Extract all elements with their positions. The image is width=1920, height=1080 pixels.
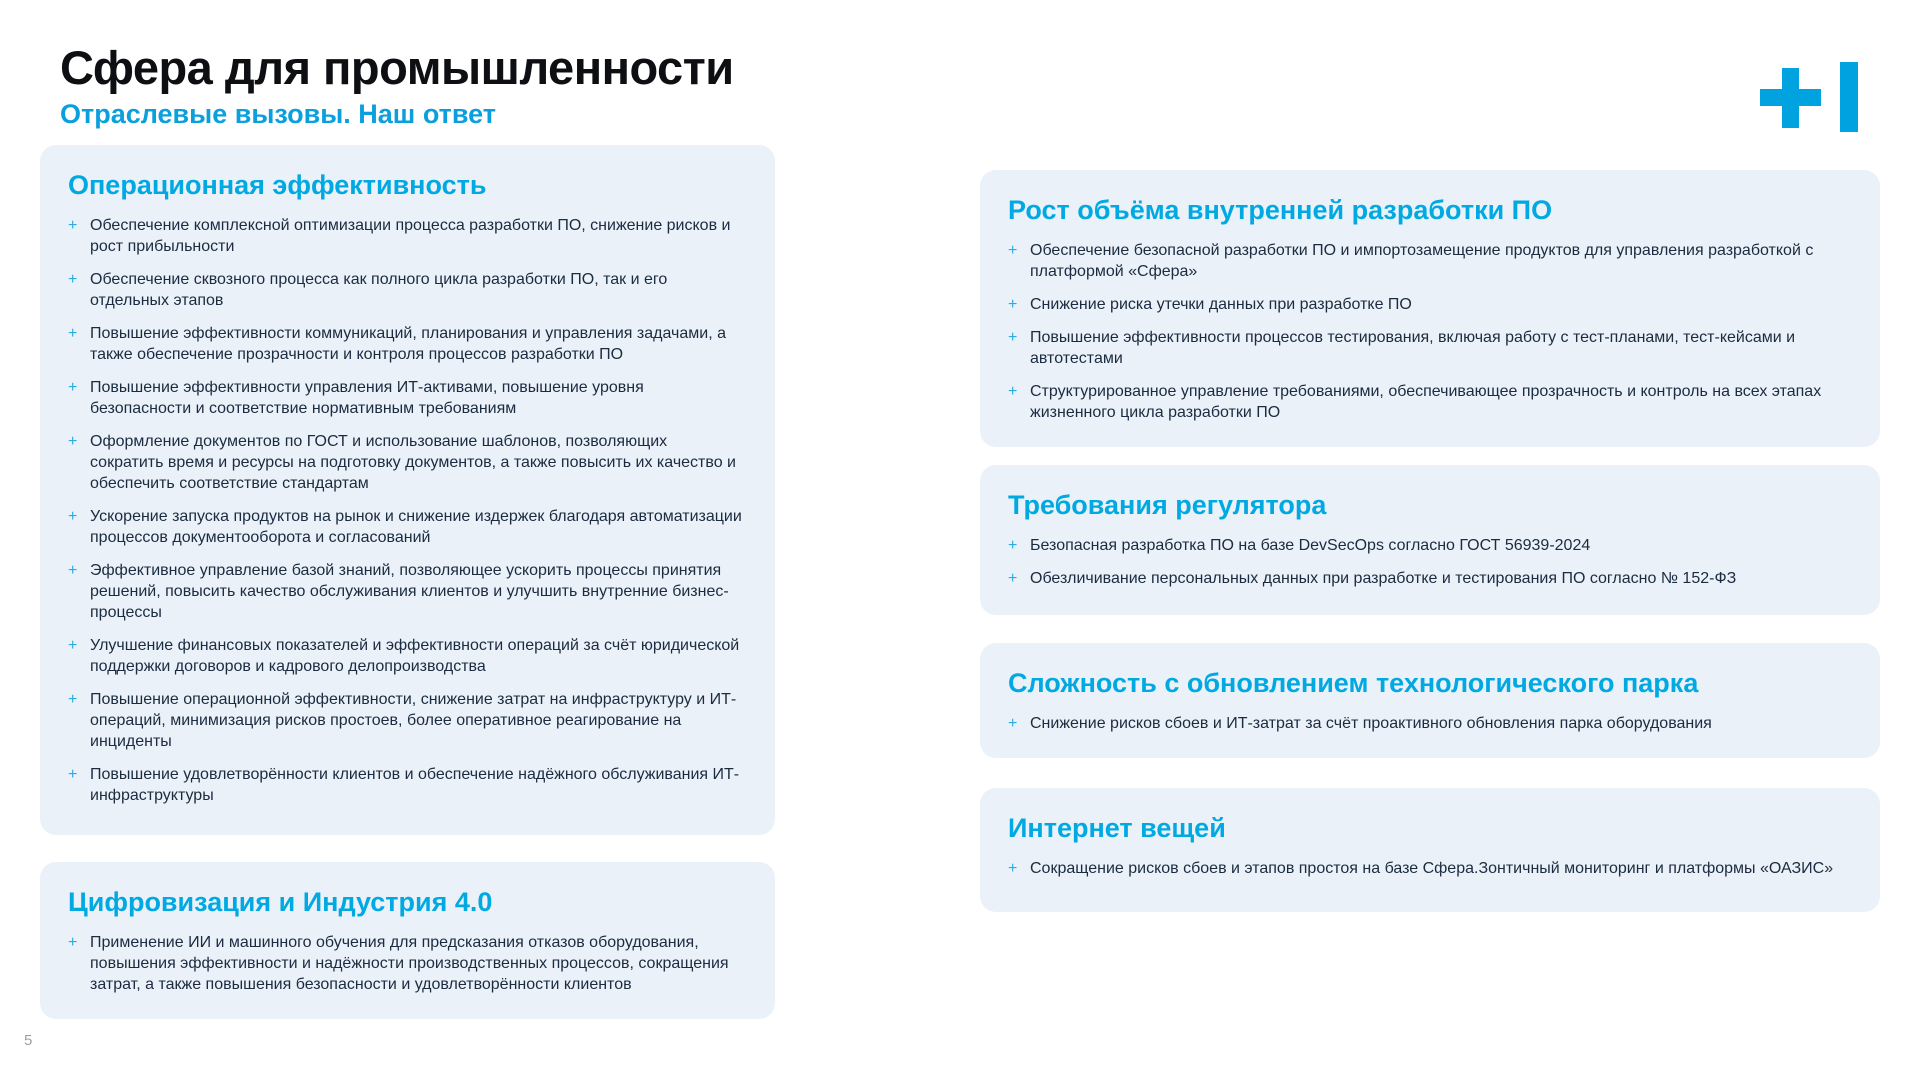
plus-bullet-icon: + xyxy=(1008,570,1018,587)
card-operational-efficiency xyxy=(40,145,775,835)
plus-bullet-icon: + xyxy=(68,691,78,708)
list-item xyxy=(68,689,745,752)
card-heading: Рост объёма внутренней разработки ПО xyxy=(1008,195,1553,225)
card-heading: Требования регулятора xyxy=(1008,490,1327,520)
list-item xyxy=(68,932,745,995)
list-item xyxy=(1008,535,1850,556)
card-heading: Операционная эффективность xyxy=(68,170,487,200)
plus-bullet-icon: + xyxy=(1008,329,1018,346)
page-number: 5 xyxy=(24,1032,33,1049)
plus-bullet-icon: + xyxy=(68,637,78,654)
bullet-text: Сокращение рисков сбоев и этапов простоя на базе Сфера.Зонтичный мониторинг и платформы «ОАЗИС» xyxy=(1030,860,1834,877)
bullet-text: Повышение операционной эффективности, снижение затрат на инфраструктуру и ИТ-операций, минимизация рисков простоев, более оперативное реагирование на инциденты xyxy=(90,691,737,750)
list-item xyxy=(1008,713,1850,734)
card-tech-park-update-complexity xyxy=(980,643,1880,758)
bullet-list xyxy=(68,932,745,995)
list-item xyxy=(68,635,745,677)
bullet-text: Повышение удовлетворённости клиентов и обеспечение надёжного обслуживания ИТ-инфраструктуры xyxy=(90,766,740,804)
plus-bullet-icon: + xyxy=(1008,242,1018,259)
bullet-list xyxy=(1008,858,1850,879)
card-heading: Цифровизация и Индустрия 4.0 xyxy=(68,887,493,917)
plus-bullet-icon: + xyxy=(1008,715,1018,732)
bullet-text: Ускорение запуска продуктов на рынок и снижение издержек благодаря автоматизации процессов документооборота и согласований xyxy=(90,508,742,546)
bullet-list xyxy=(1008,240,1850,423)
card-regulator-requirements xyxy=(980,465,1880,615)
list-item xyxy=(1008,568,1850,589)
plus-bullet-icon: + xyxy=(1008,860,1018,877)
plus-bullet-icon: + xyxy=(1008,383,1018,400)
plus-bullet-icon: + xyxy=(68,433,78,450)
list-item xyxy=(68,764,745,806)
plus-bullet-icon: + xyxy=(68,508,78,525)
card-heading: Сложность с обновлением технологического парка xyxy=(1008,668,1699,698)
bullet-text: Оформление документов по ГОСТ и использование шаблонов, позволяющих сократить время и ресурсы на подготовку документов, а также повысить их качество и обеспечить соответствие стандартам xyxy=(90,433,736,492)
list-item xyxy=(1008,240,1850,282)
t1-plus-logo-icon xyxy=(1756,62,1868,132)
bullet-list xyxy=(1008,713,1850,734)
page-title: Сфера для промышленности xyxy=(60,41,734,94)
list-item xyxy=(1008,294,1850,315)
page-subtitle: Отраслевые вызовы. Наш ответ xyxy=(60,99,496,129)
list-item xyxy=(68,506,745,548)
plus-bullet-icon: + xyxy=(68,562,78,579)
bullet-text: Структурированное управление требованиями, обеспечивающее прозрачность и контроль на всех этапах жизненного цикла разработки ПО xyxy=(1030,383,1822,421)
bullet-text: Снижение рисков сбоев и ИТ-затрат за счёт проактивного обновления парка оборудования xyxy=(1030,715,1712,732)
plus-bullet-icon: + xyxy=(1008,296,1018,313)
bullet-text: Обезличивание персональных данных при разработке и тестирования ПО согласно № 152-ФЗ xyxy=(1030,570,1737,587)
bullet-text: Улучшение финансовых показателей и эффективности операций за счёт юридической поддержки договоров и кадрового делопроизводства xyxy=(90,637,740,675)
plus-bullet-icon: + xyxy=(68,934,78,951)
bullet-text: Обеспечение комплексной оптимизации процесса разработки ПО, снижение рисков и рост прибыльности xyxy=(90,217,731,255)
list-item xyxy=(1008,327,1850,369)
list-item xyxy=(1008,858,1850,879)
plus-bullet-icon: + xyxy=(68,271,78,288)
bullet-text: Повышение эффективности управления ИТ-активами, повышение уровня безопасности и соответствие нормативным требованиям xyxy=(90,379,644,417)
card-internal-software-development-growth xyxy=(980,170,1880,447)
list-item xyxy=(1008,381,1850,423)
bullet-text: Повышение эффективности процессов тестирования, включая работу с тест-планами, тест-кейсами и автотестами xyxy=(1030,329,1796,367)
list-item xyxy=(68,269,745,311)
bullet-text: Эффективное управление базой знаний, позволяющее ускорить процессы принятия решений, повысить качество обслуживания клиентов и улучшить внутренние бизнес-процессы xyxy=(90,562,729,621)
list-item xyxy=(68,431,745,494)
bullet-list xyxy=(1008,535,1850,589)
bullet-text: Обеспечение безопасной разработки ПО и импортозамещение продуктов для управления разработкой с платформой «Сфера» xyxy=(1030,242,1814,280)
bullet-text: Применение ИИ и машинного обучения для предсказания отказов оборудования, повышения эффективности и надёжности производственных процессов, сокращения затрат, а также повышения безопасности и удовлетворённости клиентов xyxy=(90,934,729,993)
bullet-text: Безопасная разработка ПО на базе DevSecOps согласно ГОСТ 56939-2024 xyxy=(1030,537,1591,554)
card-internet-of-things xyxy=(980,788,1880,912)
plus-bullet-icon: + xyxy=(68,379,78,396)
card-digitalization-industry-4-0 xyxy=(40,862,775,1019)
bullet-text: Снижение риска утечки данных при разработке ПО xyxy=(1030,296,1412,313)
list-item xyxy=(68,323,745,365)
bullet-list xyxy=(68,215,745,806)
list-item xyxy=(68,377,745,419)
plus-bullet-icon: + xyxy=(68,217,78,234)
card-heading: Интернет вещей xyxy=(1008,813,1226,843)
plus-bullet-icon: + xyxy=(1008,537,1018,554)
plus-bullet-icon: + xyxy=(68,325,78,342)
list-item xyxy=(68,560,745,623)
bullet-text: Повышение эффективности коммуникаций, планирования и управления задачами, а также обеспечение прозрачности и контроля процессов разработки ПО xyxy=(90,325,726,363)
bullet-text: Обеспечение сквозного процесса как полного цикла разработки ПО, так и его отдельных этапов xyxy=(90,271,668,309)
list-item xyxy=(68,215,745,257)
plus-bullet-icon: + xyxy=(68,766,78,783)
